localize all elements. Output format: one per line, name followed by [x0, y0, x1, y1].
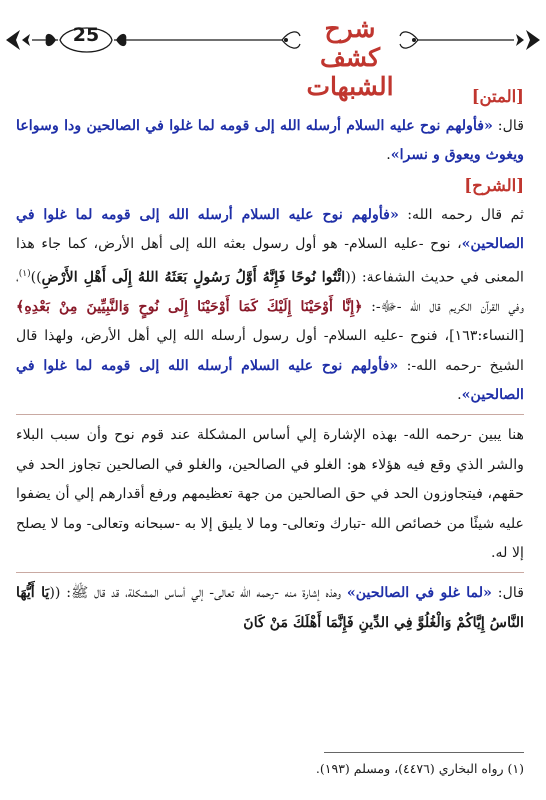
- sharh-heading: [الشرح]: [464, 175, 524, 195]
- page-content: [16, 82, 524, 638]
- p3-matn-quote: «لما غلو في الصالحين»: [346, 585, 492, 602]
- p1-text-4: ، وفي القرآن الكريم قال الله -ﷻ-:: [16, 269, 524, 315]
- sharh-paragraph-2: هنا يبين -رحمه الله- بهذه الإشارة إلي أساس المشكلة عند قوم نوح وأن سبب البلاء والشر الذي وقع فيه هؤلاء هو: الغلو في الصالحين، والغلو في الصالحين تجاوز الحد في حقهم، فيتجاوزون الحد في حق الصالحين من جهة تعظيمهم ورفع أقدارهم إلي أن يضفوا عليه شيئًا من خصائص الله -تبارك وتعالى- وما لا يليق إلا به -سبحانه وتعالى- وما لا يصلح إلا له.: [16, 427, 524, 562]
- p3-text-2: وهذه إشارة منه -رحمه الله تعالى- إلي أساس المشكلة، قد قال ﷺ: ((: [49, 585, 347, 602]
- sharh-paragraph-1: [16, 201, 524, 411]
- book-title: شرح كشف الشبهات: [306, 14, 394, 101]
- footnote-marker: (١): [18, 268, 31, 279]
- p1-matn-quote-1: «فأولهم نوح عليه السلام أرسله الله إلى قومه لما غلوا في الصالحين»: [16, 206, 524, 253]
- p1-quran-verse: ﴿إِنَّا أَوْحَيْنَا إِلَيْكَ كَمَا أَوْحَيْنَا إِلَى نُوحٍ وَالنَّبِيِّينَ مِنْ بَعْدِهِ﴾: [16, 298, 363, 315]
- matn-end: .: [386, 147, 391, 164]
- p1-hadith: ائْتُوا نُوحًا فَإِنَّهُ أَوَّلُ رَسُولٍ بَعَثَهُ اللهُ إِلَى أَهْلِ الأَرْضِ: [41, 269, 346, 286]
- p3-text-1: قال:: [491, 585, 524, 602]
- matn-paragraph: [16, 112, 524, 171]
- left-arrow-ornament: [6, 30, 30, 50]
- p3-hadith: يَا أَيُّهَا النَّاسُ إِيَّاكُمْ وَالْغُلُوَّ فِي الدِّينِ فَإِنَّمَا أَهْلَكَ مَنْ كَانَ: [16, 585, 524, 631]
- p1-text-2: ، نوح -عليه السلام- هو أول رسول بعثه الله إلى أهل الأرض، كما جاء هذا المعنى في حديث الشفاعة: ((: [16, 236, 524, 286]
- page-number: 25: [72, 24, 100, 46]
- p1-text-1: ثم قال رحمه الله:: [398, 206, 524, 223]
- footnote-rule: [324, 752, 524, 753]
- matn-quote: «فأولهم نوح عليه السلام أرسله الله إلى قومه لما غلوا في الصالحين ودا وسواعا ويغوث ويعوق و نسرا»: [16, 118, 524, 164]
- p1-matn-quote-2: «فأولهم نوح عليه السلام أرسله الله إلى قومه لما غلوا في الصالحين»: [16, 357, 524, 403]
- paragraph-divider: [16, 414, 524, 415]
- sharh-paragraph-3: [16, 579, 524, 638]
- right-arrow-ornament: [516, 30, 540, 50]
- p1-text-3: )): [30, 269, 42, 286]
- footnote: (١) رواه البخاري (٤٤٧٦)، ومسلم (١٩٣).: [315, 761, 524, 776]
- p1-text-5: [النساء:١٦٣]، فنوح -عليه السلام- أول رسول أرسله الله إلي أهل الأرض، ولهذا قال الشيخ -رحمه الله-:: [16, 328, 524, 374]
- matn-heading: [المتن]: [471, 87, 524, 106]
- matn-qala: قال:: [492, 118, 524, 134]
- paragraph-divider: [16, 572, 524, 573]
- p1-text-6: .: [457, 386, 462, 403]
